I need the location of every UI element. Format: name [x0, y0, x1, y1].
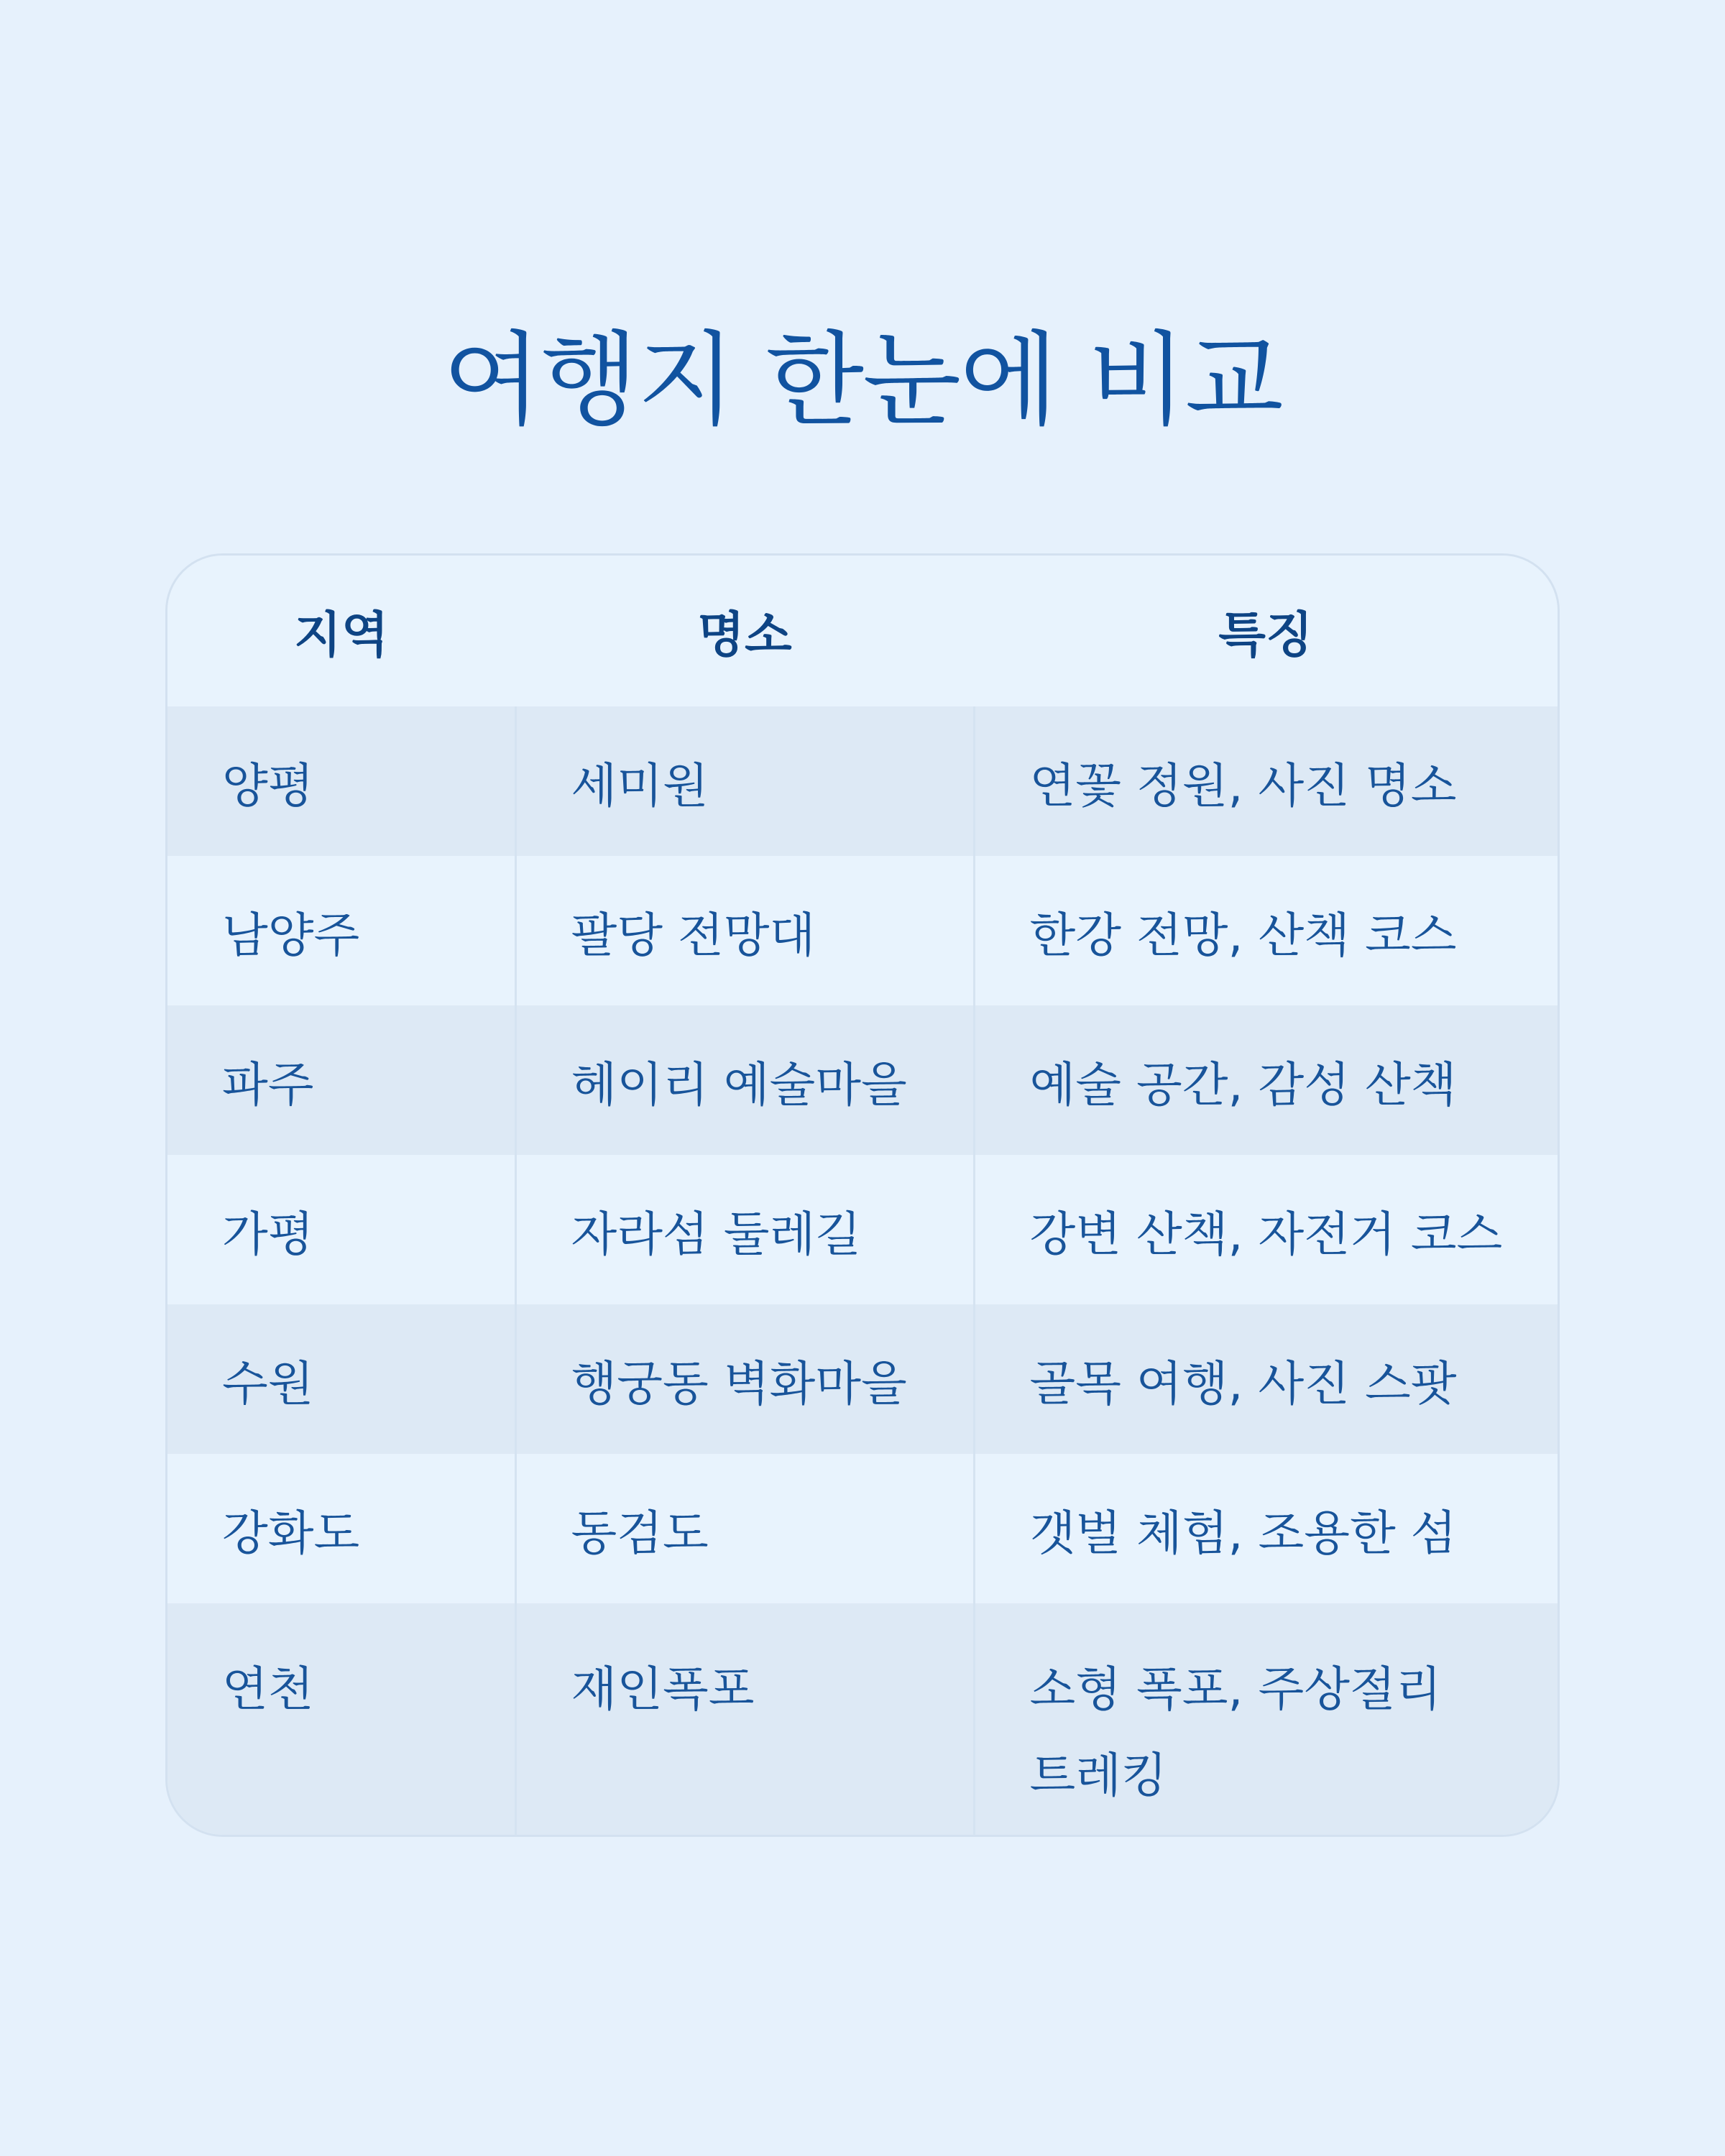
- table-row: [167, 1603, 1558, 1837]
- cell-attraction: 세미원: [515, 706, 974, 856]
- cell-region: 가평: [167, 1155, 515, 1304]
- cell-attraction: 재인폭포: [515, 1603, 974, 1837]
- cell-feature: 예술 공간, 감성 산책: [974, 1005, 1558, 1155]
- table-row: [167, 856, 1558, 1005]
- cell-region: 양평: [167, 706, 515, 856]
- comparison-table-card: [165, 553, 1560, 1837]
- cell-attraction: 헤이리 예술마을: [515, 1005, 974, 1155]
- cell-region: 파주: [167, 1005, 515, 1155]
- cell-feature: 한강 전망, 산책 코스: [974, 856, 1558, 1005]
- cell-feature: 골목 여행, 사진 스팟: [974, 1304, 1558, 1454]
- table-row: [167, 1454, 1558, 1603]
- cell-region: 수원: [167, 1304, 515, 1454]
- table-row: [167, 1304, 1558, 1454]
- table-row: [167, 1005, 1558, 1155]
- comparison-table: [167, 556, 1558, 1837]
- cell-attraction: 자라섬 둘레길: [515, 1155, 974, 1304]
- cell-region: 강화도: [167, 1454, 515, 1603]
- cell-feature: 갯벌 체험, 조용한 섬: [974, 1454, 1558, 1603]
- table-header-row: [167, 556, 1558, 706]
- cell-region: 남양주: [167, 856, 515, 1005]
- table-row: [167, 706, 1558, 856]
- cell-attraction: 행궁동 벽화마을: [515, 1304, 974, 1454]
- table-row: [167, 1155, 1558, 1304]
- header-region: 지역: [167, 556, 515, 706]
- cell-attraction: 동검도: [515, 1454, 974, 1603]
- cell-feature: 강변 산책, 자전거 코스: [974, 1155, 1558, 1304]
- cell-attraction: 팔당 전망대: [515, 856, 974, 1005]
- page-title: 여행지 한눈에 비교: [443, 321, 1282, 440]
- header-feature: 특징: [974, 556, 1558, 706]
- cell-feature: 연꽃 정원, 사진 명소: [974, 706, 1558, 856]
- header-attraction: 명소: [515, 556, 974, 706]
- cell-region: 연천: [167, 1603, 515, 1837]
- cell-feature: 소형 폭포, 주상절리 트레킹: [974, 1603, 1558, 1837]
